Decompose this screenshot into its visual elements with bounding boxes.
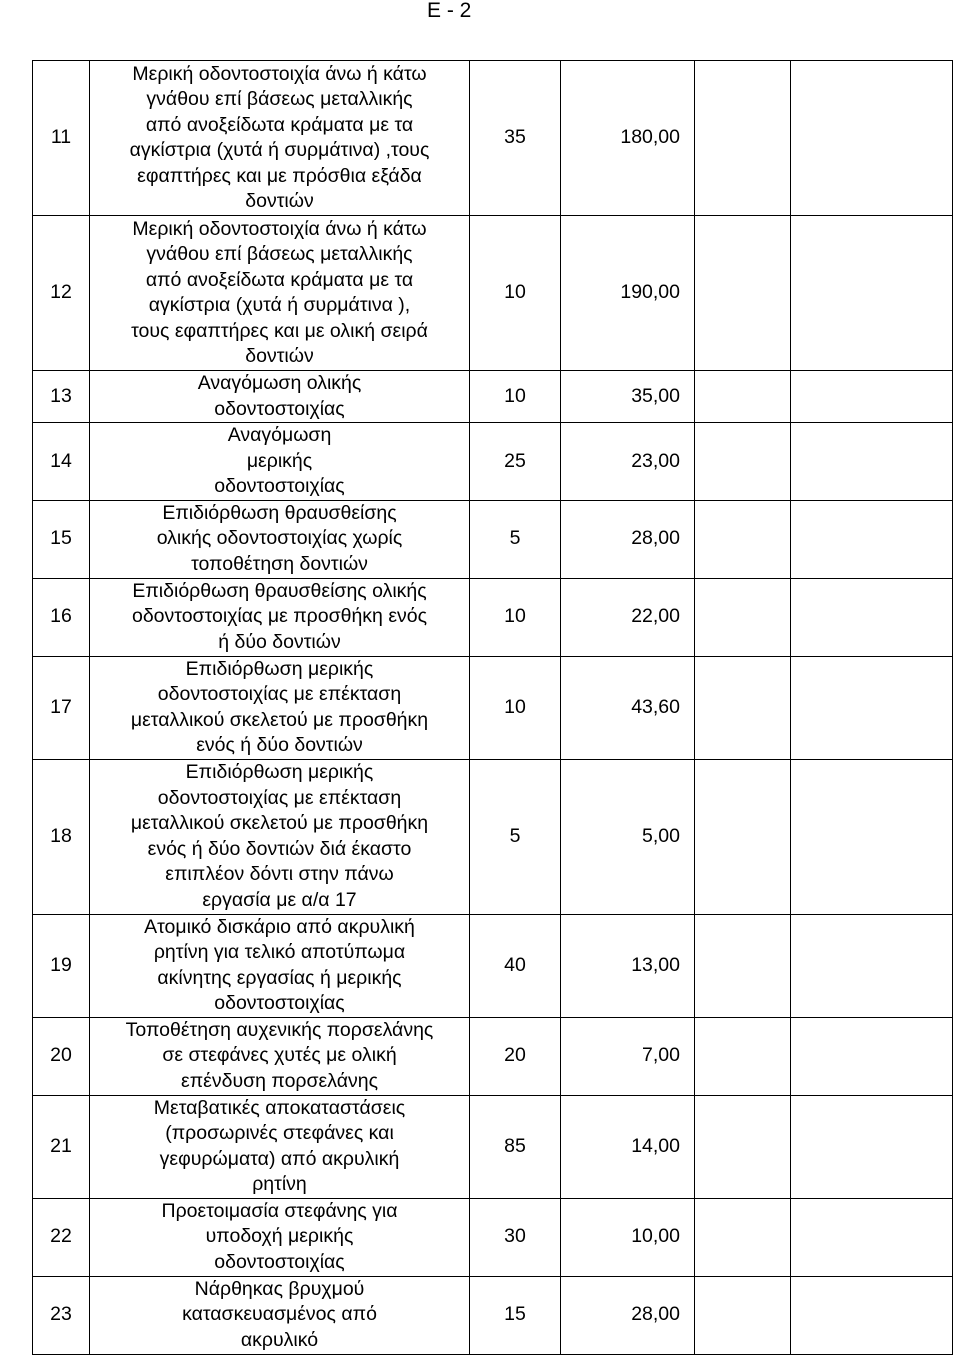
empty-cell — [695, 578, 791, 656]
empty-cell — [791, 216, 953, 371]
row-price-text: 43,60 — [631, 695, 680, 718]
empty-cell — [791, 656, 953, 759]
row-number-text: 16 — [50, 605, 72, 628]
price-table-body — [33, 61, 953, 1355]
row-number — [33, 1276, 90, 1354]
empty-cell — [695, 656, 791, 759]
table-row — [33, 656, 953, 759]
row-description-text: Μερική οδοντοστοιχία άνω ή κάτω γνάθου επί βάσεως μεταλλικής από ανοξείδωτα κράματα με τα αγκίστρια (χυτά ή συρμάτινα ), τους εφαπτήρες και με ολική σειρά δοντιών — [131, 217, 428, 367]
row-quantity — [470, 216, 561, 371]
row-description-text: Μεταβατικές αποκαταστάσεις (προσωρινές στεφάνες και γεφυρώματα) από ακρυλική ρητίνη — [153, 1096, 406, 1195]
empty-cell — [695, 1276, 791, 1354]
row-description-text: Επιδιόρθωση μερικής οδοντοστοιχίας με επέκταση μεταλλικού σκελετού με προσθήκη ενός ή δύο δοντιών διά έκαστο επιπλέον δόντι στην πάνω εργασία με α/α 17 — [130, 761, 429, 911]
row-price-text: 7,00 — [642, 1044, 680, 1067]
table-row — [33, 216, 953, 371]
row-number-text: 15 — [50, 527, 72, 550]
row-number — [33, 216, 90, 371]
row-price-text: 22,00 — [631, 605, 680, 628]
table-row — [33, 1276, 953, 1354]
table-row — [33, 1095, 953, 1198]
row-quantity — [470, 656, 561, 759]
row-number — [33, 578, 90, 656]
table-row — [33, 914, 953, 1017]
row-quantity — [470, 1276, 561, 1354]
row-number — [33, 1017, 90, 1095]
row-number — [33, 1198, 90, 1276]
row-description — [90, 914, 470, 1017]
row-description — [90, 1198, 470, 1276]
row-quantity-text: 20 — [504, 1044, 526, 1067]
row-quantity — [470, 61, 561, 216]
row-number — [33, 500, 90, 578]
row-quantity — [470, 1095, 561, 1198]
row-description-text: Νάρθηκας βρυχμού κατασκευασμένος από ακρυλικό — [182, 1277, 377, 1351]
row-description-text: Προετοιμασία στεφάνης για υποδοχή μερικής οδοντοστοιχίας — [161, 1199, 398, 1273]
row-quantity-text: 10 — [504, 281, 526, 304]
row-quantity-text: 5 — [509, 527, 521, 550]
row-description — [90, 578, 470, 656]
row-description — [90, 216, 470, 371]
row-description-text: Επιδιόρθωση θραυσθείσης ολικής οδοντοστοιχίας χωρίς τοποθέτηση δοντιών — [156, 501, 403, 575]
empty-cell — [791, 914, 953, 1017]
row-price — [561, 216, 695, 371]
row-number — [33, 371, 90, 423]
row-price — [561, 1095, 695, 1198]
row-price — [561, 1017, 695, 1095]
row-quantity — [470, 914, 561, 1017]
row-number — [33, 914, 90, 1017]
row-description — [90, 500, 470, 578]
row-description-text: Επιδιόρθωση μερικής οδοντοστοιχίας με επέκταση μεταλλικού σκελετού με προσθήκη ενός ή δύο δοντιών — [130, 657, 429, 756]
row-number-text: 12 — [50, 281, 72, 304]
row-description — [90, 1095, 470, 1198]
empty-cell — [791, 1198, 953, 1276]
table-row — [33, 61, 953, 216]
row-number-text: 18 — [50, 824, 72, 847]
price-table — [32, 60, 953, 1355]
row-description-text: Επιδιόρθωση θραυσθείσης ολικής οδοντοστοιχίας με προσθήκη ενός ή δύο δοντιών — [131, 579, 428, 653]
empty-cell — [791, 1276, 953, 1354]
row-price-text: 14,00 — [631, 1134, 680, 1157]
row-price-text: 190,00 — [620, 281, 680, 304]
row-description — [90, 61, 470, 216]
row-number — [33, 656, 90, 759]
row-number-text: 13 — [50, 384, 72, 407]
empty-cell — [695, 61, 791, 216]
row-price-text: 5,00 — [642, 824, 680, 847]
row-description — [90, 759, 470, 914]
empty-cell — [695, 1017, 791, 1095]
empty-cell — [791, 371, 953, 423]
row-price — [561, 500, 695, 578]
row-quantity — [470, 578, 561, 656]
empty-cell — [695, 216, 791, 371]
row-quantity — [470, 1017, 561, 1095]
row-number — [33, 1095, 90, 1198]
row-description — [90, 423, 470, 501]
row-description — [90, 656, 470, 759]
row-number-text: 20 — [50, 1044, 72, 1067]
row-description-text: Μερική οδοντοστοιχία άνω ή κάτω γνάθου επί βάσεως μεταλλικής από ανοξείδωτα κράματα με τα αγκίστρια (χυτά ή συρμάτινα) ,τους εφαπτήρες και με πρόσθια εξάδα δοντιών — [129, 62, 430, 212]
row-quantity — [470, 500, 561, 578]
empty-cell — [695, 759, 791, 914]
row-quantity-text: 35 — [504, 126, 526, 149]
row-price — [561, 759, 695, 914]
row-price-text: 23,00 — [631, 449, 680, 472]
empty-cell — [695, 423, 791, 501]
row-quantity-text: 25 — [504, 449, 526, 472]
table-row — [33, 1198, 953, 1276]
row-number-text: 11 — [50, 126, 72, 149]
row-number-text: 23 — [50, 1303, 72, 1326]
row-price — [561, 656, 695, 759]
row-number-text: 17 — [50, 695, 72, 718]
row-quantity-text: 85 — [504, 1134, 526, 1157]
row-quantity-text: 15 — [504, 1303, 526, 1326]
row-price — [561, 61, 695, 216]
row-price-text: 28,00 — [631, 1303, 680, 1326]
table-row — [33, 578, 953, 656]
row-price-text: 180,00 — [620, 126, 680, 149]
row-quantity-text: 30 — [504, 1225, 526, 1248]
row-description-text: Ατομικό δισκάριο από ακρυλική ρητίνη για τελικό αποτύπωμα ακίνητης εργασίας ή μερικής οδοντοστοιχίας — [144, 915, 415, 1014]
empty-cell — [791, 1017, 953, 1095]
row-number — [33, 423, 90, 501]
row-number-text: 22 — [50, 1225, 72, 1248]
table-row — [33, 371, 953, 423]
row-quantity-text: 10 — [504, 605, 526, 628]
table-row — [33, 759, 953, 914]
row-price — [561, 578, 695, 656]
table-row — [33, 423, 953, 501]
row-price — [561, 423, 695, 501]
row-description — [90, 1017, 470, 1095]
row-quantity-text: 10 — [504, 695, 526, 718]
empty-cell — [791, 423, 953, 501]
empty-cell — [791, 578, 953, 656]
row-number-text: 19 — [50, 953, 72, 976]
row-price-text: 35,00 — [631, 384, 680, 407]
empty-cell — [791, 1095, 953, 1198]
row-quantity-text: 5 — [509, 824, 521, 847]
empty-cell — [695, 914, 791, 1017]
empty-cell — [695, 371, 791, 423]
row-quantity — [470, 423, 561, 501]
row-price — [561, 914, 695, 1017]
empty-cell — [695, 1198, 791, 1276]
row-price-text: 28,00 — [631, 527, 680, 550]
row-quantity-text: 40 — [504, 953, 526, 976]
table-row — [33, 1017, 953, 1095]
row-number — [33, 759, 90, 914]
empty-cell — [695, 1095, 791, 1198]
row-description-text: Αναγόμωση μερικής οδοντοστοιχίας — [214, 424, 345, 497]
row-number-text: 14 — [50, 449, 72, 472]
row-price-text: 13,00 — [631, 953, 680, 976]
row-quantity — [470, 1198, 561, 1276]
row-price — [561, 371, 695, 423]
empty-cell — [695, 500, 791, 578]
row-number — [33, 61, 90, 216]
row-price — [561, 1276, 695, 1354]
table-row — [33, 500, 953, 578]
row-quantity — [470, 371, 561, 423]
page-label: Ε - 2 — [427, 0, 472, 22]
row-description-text: Αναγόμωση ολικής οδοντοστοιχίας — [197, 372, 362, 420]
empty-cell — [791, 759, 953, 914]
row-price-text: 10,00 — [631, 1225, 680, 1248]
row-quantity — [470, 759, 561, 914]
row-price — [561, 1198, 695, 1276]
row-description-text: Τοποθέτηση αυχενικής πορσελάνης σε στεφάνες χυτές με ολική επένδυση πορσελάνης — [125, 1018, 434, 1092]
empty-cell — [791, 61, 953, 216]
row-number-text: 21 — [50, 1134, 72, 1157]
empty-cell — [791, 500, 953, 578]
row-description — [90, 371, 470, 423]
row-quantity-text: 10 — [504, 384, 526, 407]
row-description — [90, 1276, 470, 1354]
